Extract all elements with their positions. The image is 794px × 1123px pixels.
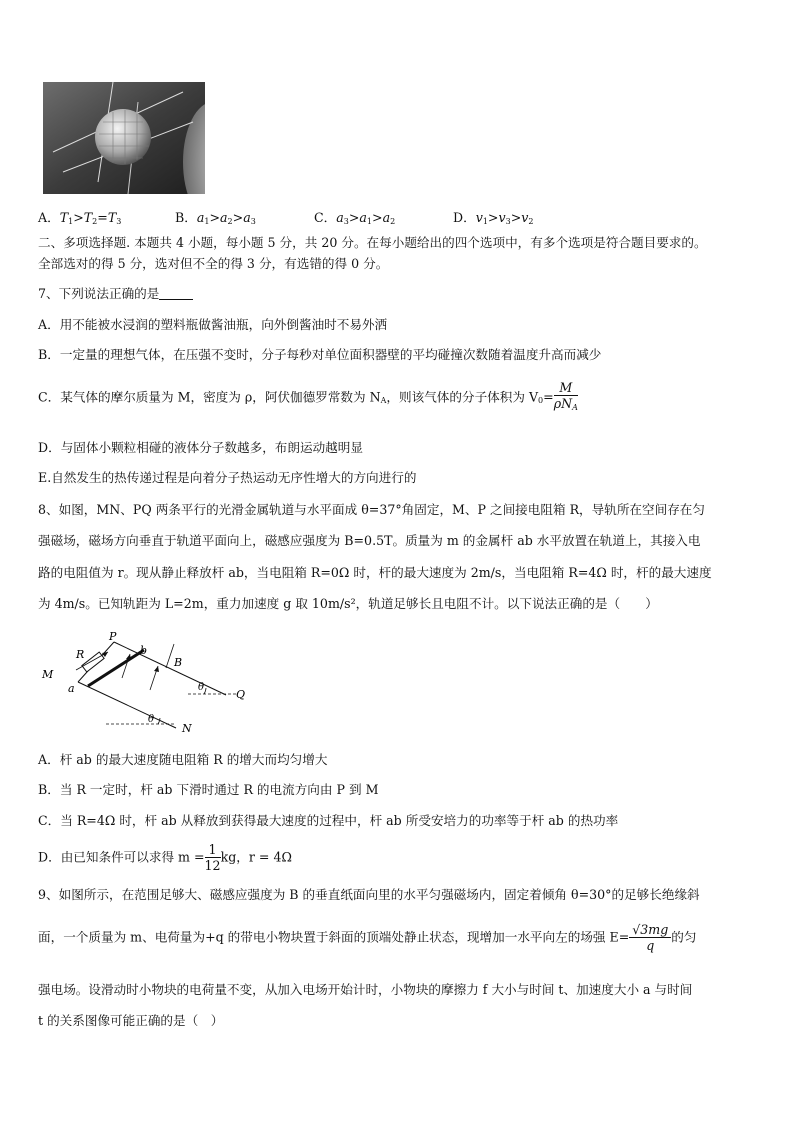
q7-c-den-sub: A bbox=[572, 403, 578, 412]
q7-stem bbox=[38, 286, 193, 302]
q7-stem-text: 7、下列说法正确的是 bbox=[38, 286, 160, 301]
q9-stem-line-1: 9、如图所示，在范围足够大、磁感应强度为 B 的垂直纸面向里的水平匀强磁场内，固定着倾角 θ=30°的足够长绝缘斜 bbox=[38, 887, 700, 902]
label-theta-1: θ bbox=[198, 682, 205, 693]
q8-stem-line-3: 路的电阻值为 r。现从静止释放杆 ab，当电阻箱 R=0Ω 时，杆的最大速度为 2m/s，当电阻箱 R=4Ω 时，杆的最大速度 bbox=[38, 565, 712, 580]
q7-option-d[interactable]: D．与固体小颗粒相碰的液体分子数越多，布朗运动越明显 bbox=[38, 440, 363, 455]
label-b-field: B bbox=[174, 656, 183, 669]
q7-c-den-text: ρN bbox=[553, 396, 573, 411]
q8-option-b[interactable]: B．当 R 一定时，杆 ab 下滑时通过 R 的电流方向由 P 到 M bbox=[38, 782, 379, 797]
q8-d-post: kg，r = 4Ω bbox=[220, 849, 292, 865]
q6-options bbox=[38, 210, 533, 230]
q6-option-a[interactable]: A．$T_1>T_2=T_3$ bbox=[38, 210, 122, 226]
label-theta-2: θ bbox=[148, 714, 155, 725]
q9-field-numerator: √3mg bbox=[629, 922, 671, 938]
q6-option-b[interactable]: B．$a_1>a_2>a_3$ bbox=[175, 210, 256, 226]
answer-blank[interactable] bbox=[159, 287, 193, 300]
resistor-box bbox=[82, 652, 104, 672]
q8-stem-line-4: 为 4m/s。已知轨距为 L=2m，重力加速度 g 取 10m/s²，轨道足够长且电阻不计。以下说法正确的是（ ） bbox=[38, 596, 658, 611]
q8-option-a[interactable]: A．杆 ab 的最大速度随电阻箱 R 的增大而均匀增大 bbox=[38, 752, 328, 767]
q7-option-e[interactable]: E.自然发生的热传递过程是向着分子热运动无序性增大的方向进行的 bbox=[38, 470, 417, 485]
q7-option-a[interactable]: A．用不能被水浸润的塑料瓶做酱油瓶，向外倒酱油时不易外洒 bbox=[38, 317, 388, 332]
q8-stem-line-1: 8、如图，MN、PQ 两条平行的光滑金属轨道与水平面成 θ=37°角固定，M、P 之间接电阻箱 R，导轨所在空间存在匀 bbox=[38, 502, 705, 517]
q6-option-c[interactable]: C．$a_3>a_1>a_2$ bbox=[314, 210, 396, 226]
q7-c-tail: ，则该气体的分子体积为 V bbox=[386, 389, 539, 405]
q8-d-pre: D．由已知条件可以求得 m = bbox=[38, 849, 205, 865]
label-b: b bbox=[140, 644, 148, 657]
rail-pq bbox=[114, 642, 224, 694]
q9-field-denominator: q bbox=[646, 938, 655, 953]
label-n: N bbox=[182, 722, 192, 735]
q7-option-b[interactable]: B．一定量的理想气体，在压强不变时，分子每秒对单位面积器壁的平均碰撞次数随着温度升高而减少 bbox=[38, 347, 602, 362]
q7-option-c[interactable] bbox=[38, 380, 578, 415]
q9-field-fraction bbox=[629, 922, 671, 953]
q8-option-d[interactable] bbox=[38, 842, 292, 873]
q7-c-denominator bbox=[554, 396, 578, 415]
q8-option-c[interactable]: C．当 R=4Ω 时，杆 ab 从释放到获得最大速度的过程中，杆 ab 所受安培力的功率等于杆 ab 的热功率 bbox=[38, 813, 619, 828]
q7-c-text: C．某气体的摩尔质量为 M，密度为 ρ，阿伏伽德罗常数为 N bbox=[38, 389, 381, 405]
q9-line-2-post: 的匀 bbox=[671, 929, 697, 945]
satellite-illustration bbox=[43, 82, 205, 194]
q7-c-eq: = bbox=[543, 389, 554, 405]
section-2-line-1: 二、多项选择题. 本题共 4 小题，每小题 5 分，共 20 分。在每小题给出的四个选项中，有多个选项是符合题目要求的。 bbox=[38, 235, 707, 250]
q7-c-numerator: M bbox=[554, 380, 578, 396]
label-r: R bbox=[76, 648, 85, 661]
q8-rail-figure bbox=[38, 630, 268, 736]
q9-stem-line-2 bbox=[38, 922, 696, 953]
q9-stem-line-3: 强电场。设滑动时小物块的电荷量不变，从加入电场开始计时，小物块的摩擦力 f 大小与时间 t、加速度大小 a 与时间 bbox=[38, 982, 693, 997]
q7-c-sub: A bbox=[380, 396, 387, 405]
q6-option-d[interactable]: D．$v_1>v_3>v_2$ bbox=[453, 210, 534, 226]
q8-d-fraction bbox=[205, 842, 221, 873]
q7-c-v0-sub: 0 bbox=[538, 396, 544, 405]
label-p: P bbox=[109, 630, 117, 643]
q9-line-2-pre: 面，一个质量为 m、电荷量为+q 的带电小物块置于斜面的顶端处静止状态，现增加一水平向左的场强 E= bbox=[38, 929, 630, 945]
satellite-photo bbox=[43, 82, 205, 194]
section-2-line-2: 全部选对的得 5 分，选对但不全的得 3 分，有选错的得 0 分。 bbox=[38, 256, 389, 271]
label-q: Q bbox=[236, 688, 246, 701]
label-a: a bbox=[68, 682, 75, 695]
q8-stem-line-2: 强磁场，磁场方向垂直于轨道平面向上，磁感应强度为 B=0.5T。质量为 m 的金属杆 ab 水平放置在轨道上，其接入电 bbox=[38, 533, 701, 548]
q8-d-denominator: 12 bbox=[204, 858, 221, 873]
rail-diagram bbox=[38, 630, 268, 736]
q9-stem-line-4: t 的关系图像可能正确的是（ ） bbox=[38, 1013, 224, 1028]
q8-d-numerator: 1 bbox=[205, 842, 221, 858]
rail-mn bbox=[78, 682, 176, 728]
q7-c-fraction bbox=[554, 380, 578, 415]
label-m: M bbox=[42, 668, 54, 681]
